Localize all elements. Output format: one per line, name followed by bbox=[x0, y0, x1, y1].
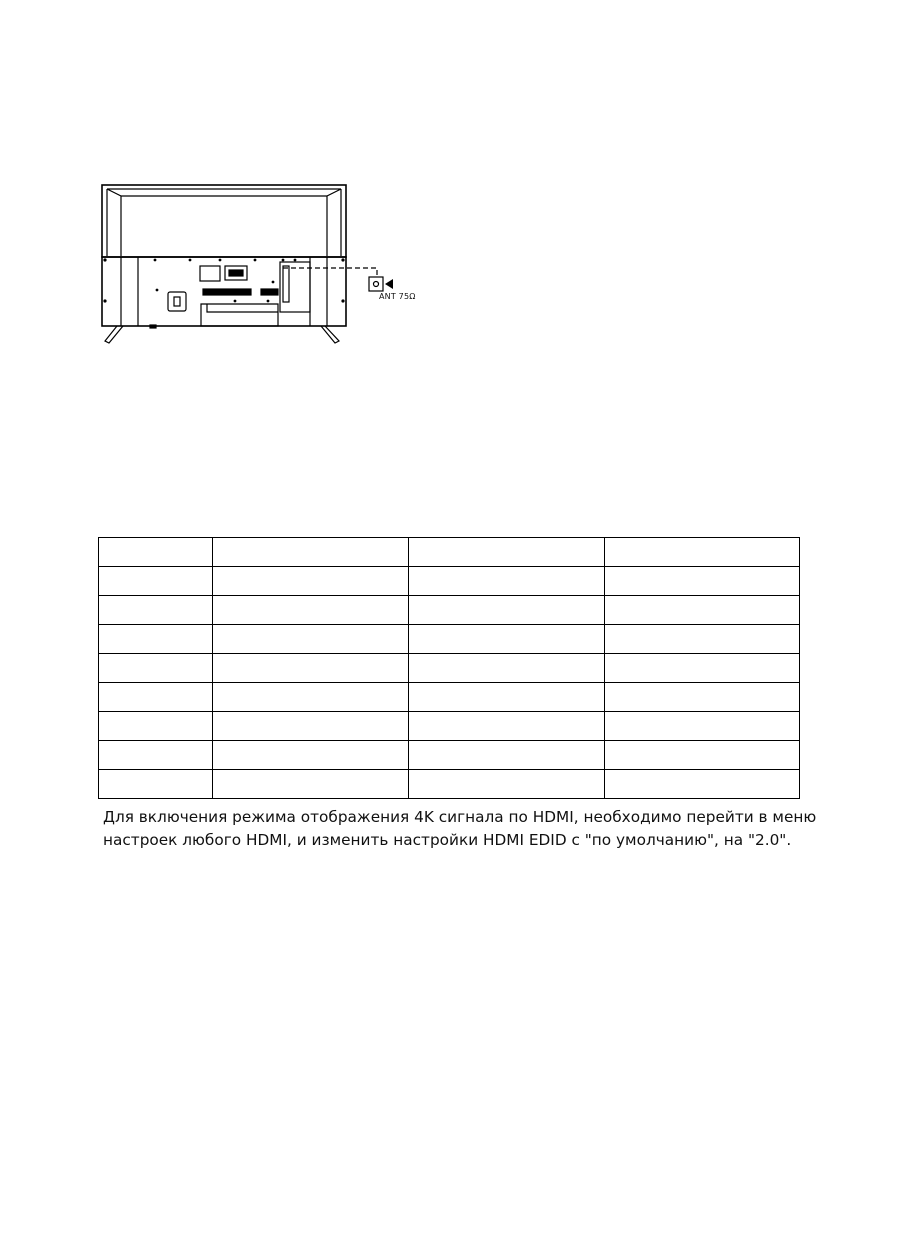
table-row bbox=[99, 625, 800, 654]
table-cell bbox=[605, 683, 800, 712]
antenna-label: ANT 75Ω bbox=[379, 292, 416, 301]
connector-strip-small bbox=[261, 289, 278, 295]
spec-table bbox=[98, 537, 800, 799]
table-cell bbox=[605, 741, 800, 770]
table-row bbox=[99, 538, 800, 567]
table-cell bbox=[409, 683, 605, 712]
table-row bbox=[99, 770, 800, 799]
table-cell bbox=[213, 770, 409, 799]
table-row bbox=[99, 596, 800, 625]
table-cell bbox=[605, 770, 800, 799]
table-cell bbox=[409, 741, 605, 770]
table-cell bbox=[213, 538, 409, 567]
table-cell bbox=[99, 683, 213, 712]
table-cell bbox=[213, 596, 409, 625]
spec-table-body bbox=[99, 538, 800, 799]
table-cell bbox=[409, 712, 605, 741]
table-row bbox=[99, 654, 800, 683]
side-module bbox=[280, 262, 310, 312]
lower-panel bbox=[201, 304, 278, 326]
hdmi-4k-note bbox=[103, 806, 823, 852]
table-cell bbox=[213, 741, 409, 770]
table-cell bbox=[213, 683, 409, 712]
tv-back-panel-diagram bbox=[95, 178, 425, 348]
note-line-2: настроек любого HDMI, и изменить настройки HDMI EDID с "по умолчанию", на "2.0". bbox=[103, 831, 792, 849]
antenna-dashed-line bbox=[283, 268, 377, 276]
table-cell bbox=[605, 712, 800, 741]
right-foot bbox=[321, 326, 339, 343]
screws bbox=[103, 258, 344, 302]
power-socket bbox=[168, 292, 186, 311]
table-cell bbox=[213, 712, 409, 741]
tv-inner-frame bbox=[107, 189, 341, 256]
note-line-1: Для включения режима отображения 4K сигнала по HDMI, необходимо перейти в меню bbox=[103, 808, 817, 826]
left-arrow-icon bbox=[385, 279, 393, 289]
table-cell bbox=[213, 654, 409, 683]
table-cell bbox=[213, 567, 409, 596]
table-cell bbox=[99, 567, 213, 596]
table-cell bbox=[605, 538, 800, 567]
antenna-port-icon bbox=[369, 277, 383, 291]
table-cell bbox=[409, 654, 605, 683]
table-cell bbox=[409, 625, 605, 654]
table-cell bbox=[409, 596, 605, 625]
table-cell bbox=[409, 538, 605, 567]
table-cell bbox=[99, 741, 213, 770]
connector-strip bbox=[203, 289, 251, 295]
table-cell bbox=[99, 538, 213, 567]
table-cell bbox=[99, 625, 213, 654]
table-cell bbox=[605, 596, 800, 625]
table-cell bbox=[99, 596, 213, 625]
port-box bbox=[200, 266, 220, 281]
table-cell bbox=[213, 625, 409, 654]
table-cell bbox=[605, 625, 800, 654]
table-row bbox=[99, 712, 800, 741]
table-row bbox=[99, 741, 800, 770]
table-row bbox=[99, 683, 800, 712]
table-cell bbox=[605, 567, 800, 596]
table-row bbox=[99, 567, 800, 596]
table-cell bbox=[409, 567, 605, 596]
left-foot bbox=[105, 326, 123, 343]
table-cell bbox=[605, 654, 800, 683]
table-cell bbox=[409, 770, 605, 799]
table-cell bbox=[99, 654, 213, 683]
table-cell bbox=[99, 712, 213, 741]
table-cell bbox=[99, 770, 213, 799]
